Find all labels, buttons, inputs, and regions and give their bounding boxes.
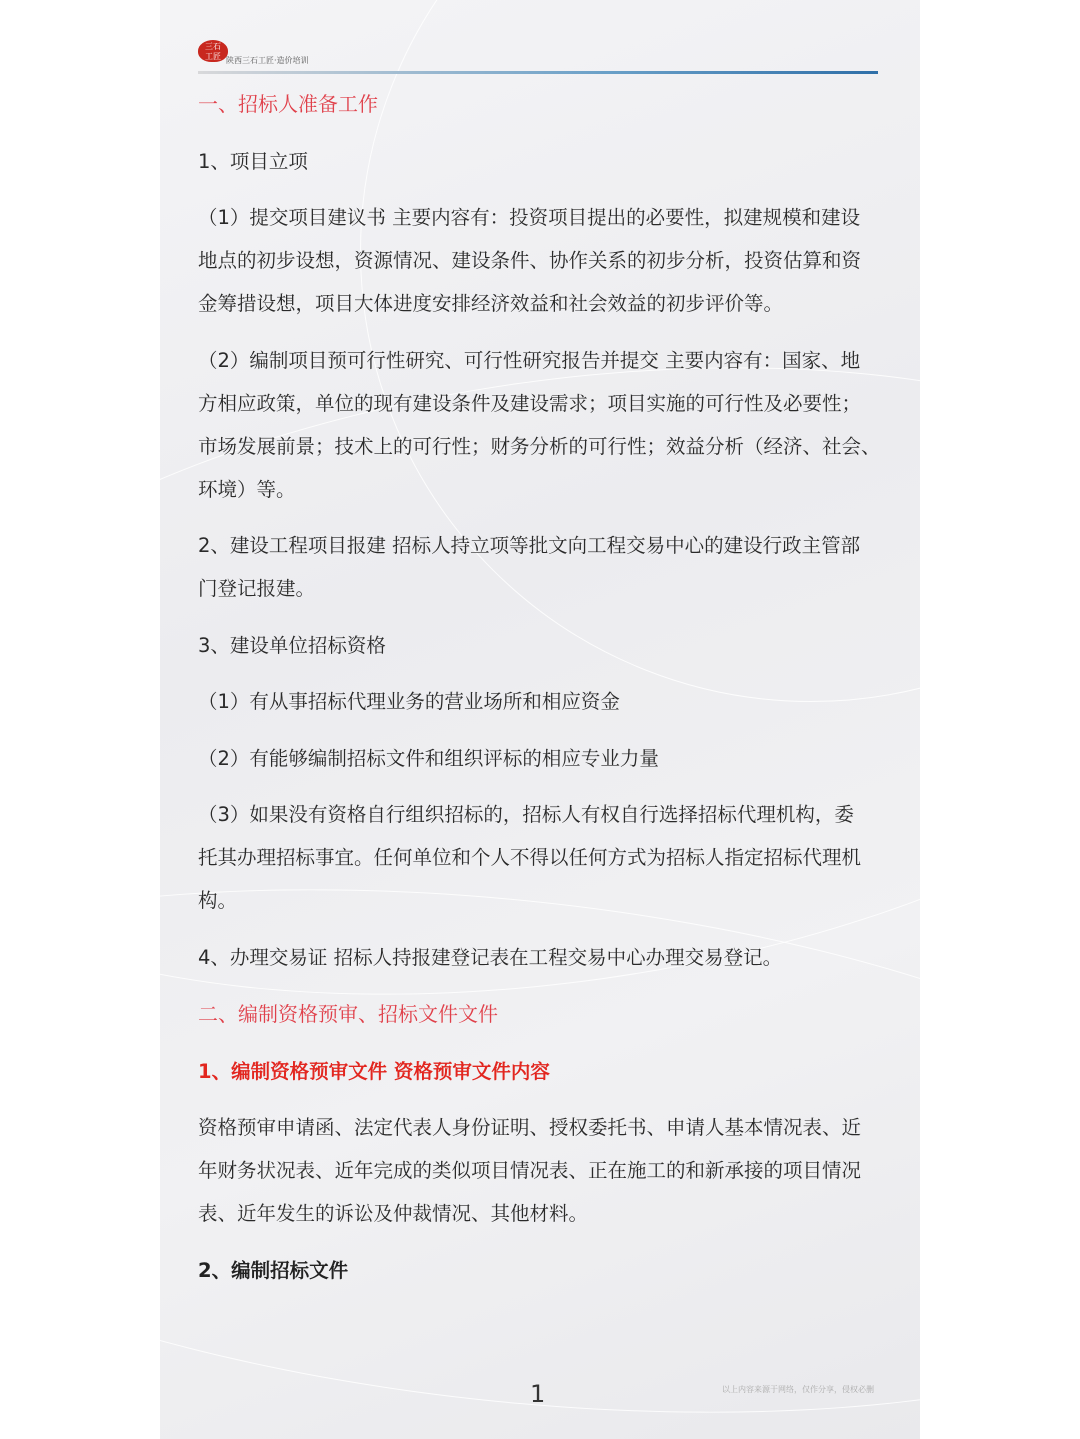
paragraph-line: 市场发展前景；技术上的可行性；财务分析的可行性；效益分析（经济、社会、: [198, 434, 881, 458]
header-divider: [198, 71, 878, 74]
paragraph-line: 金筹措设想，项目大体进度安排经济效益和社会效益的初步评价等。: [198, 292, 784, 315]
paragraph-line: 表、近年发生的诉讼及仲裁情况、其他材料。: [198, 1202, 589, 1225]
paragraph-line: 构。: [198, 889, 238, 912]
section-heading: 一、招标人准备工作: [198, 92, 378, 116]
paragraph-line: 4、办理交易证 招标人持报建登记表在工程交易中心办理交易登记。: [198, 945, 783, 969]
footer-note: 以上内容来源于网络，仅作分享，侵权必删: [722, 1385, 874, 1394]
paragraph-line: 资格预审申请函、法定代表人身份证明、授权委托书、申请人基本情况表、近: [198, 1116, 862, 1139]
item-title: 3、建设单位招标资格: [198, 633, 386, 657]
paragraph-line: （2）编制项目预可行性研究、可行性研究报告并提交 主要内容有：国家、地: [198, 348, 861, 372]
paragraph-line: 托其办理招标事宜。任何单位和个人不得以任何方式为招标人指定招标代理机: [198, 846, 862, 869]
paragraph-line: 2、建设工程项目报建 招标人持立项等批文向工程交易中心的建设行政主管部: [198, 534, 861, 557]
section-heading: 二、编制资格预审、招标文件文件: [198, 1002, 498, 1026]
subsection-heading: 2、编制招标文件: [198, 1258, 349, 1282]
document-body: [198, 82, 882, 1292]
paragraph-line: 门登记报建。: [198, 577, 316, 600]
page-header: [198, 38, 878, 78]
org-name: 陕西三石工匠·造价培训: [226, 56, 309, 65]
paragraph-line: （1）提交项目建议书 主要内容有：投资项目提出的必要性，拟建规模和建设: [198, 206, 861, 229]
item-title: 1、项目立项: [198, 149, 308, 173]
document-page: [160, 0, 920, 1439]
paragraph-line: 年财务状况表、近年完成的类似项目情况表、正在施工的和新承接的项目情况: [198, 1159, 862, 1182]
list-item: （1）有从事招标代理业务的营业场所和相应资金: [198, 690, 620, 713]
subsection-heading: 1、编制资格预审文件 资格预审文件内容: [198, 1059, 550, 1083]
paragraph-line: 地点的初步设想，资源情况、建设条件、协作关系的初步分析，投资估算和资: [198, 249, 862, 272]
paragraph-line: 方相应政策，单位的现有建设条件及建设需求；项目实施的可行性及必要性；: [198, 391, 862, 415]
paragraph-line: （3）如果没有资格自行组织招标的，招标人有权自行选择招标代理机构，委: [198, 803, 854, 826]
page-number: 1: [530, 1380, 546, 1408]
logo: 三石 工匠: [198, 40, 228, 62]
list-item: （2）有能够编制招标文件和组织评标的相应专业力量: [198, 746, 659, 770]
paragraph-line: 环境）等。: [198, 477, 296, 501]
